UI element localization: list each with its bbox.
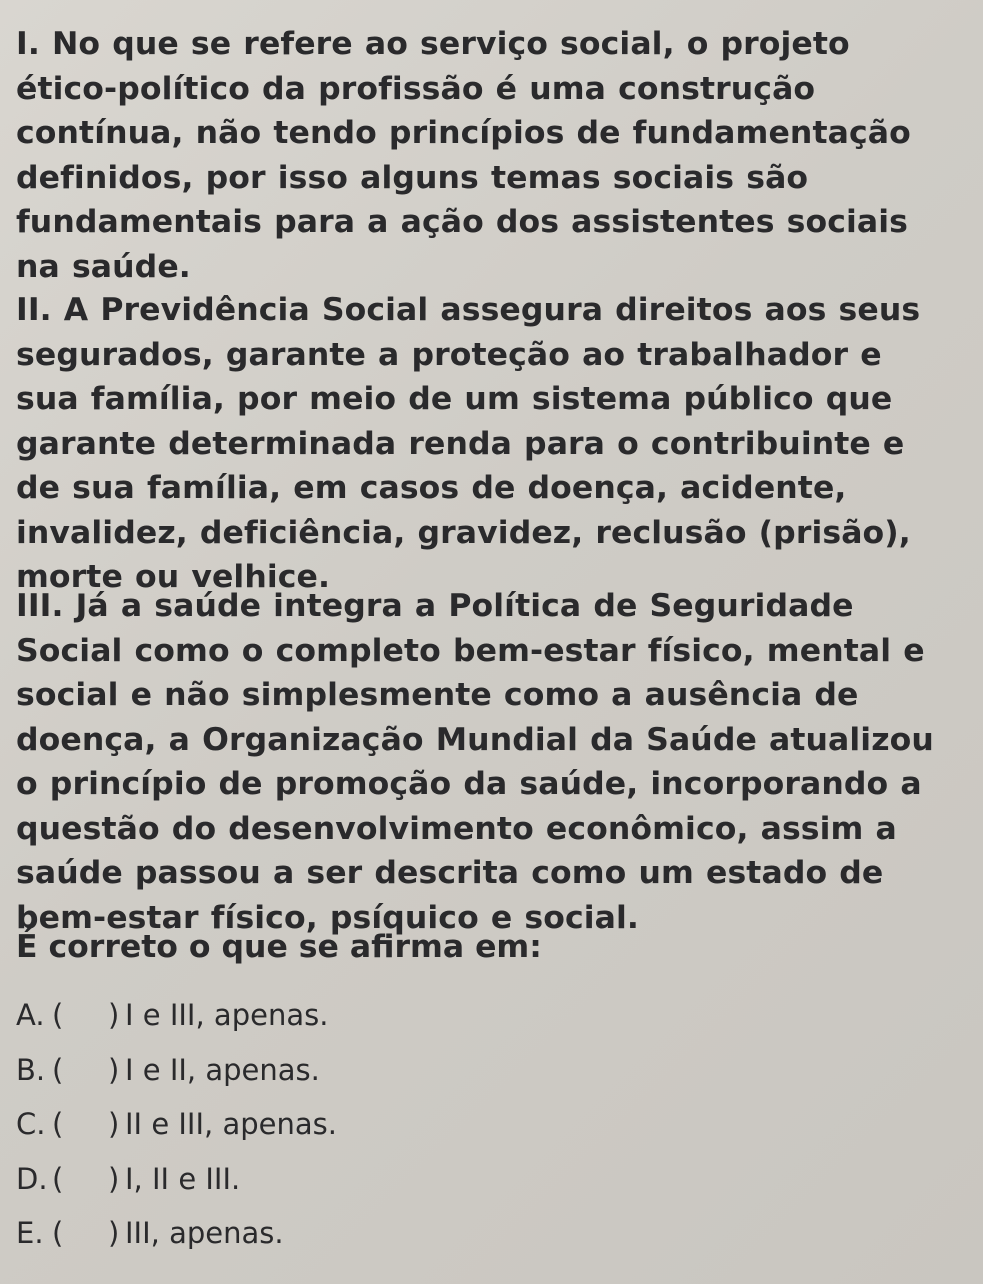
option-checkbox-open: ( — [52, 1107, 64, 1142]
option-text: I, II e III. — [125, 1161, 241, 1196]
option-text: III, apenas. — [125, 1216, 284, 1251]
option-checkbox-close: ) — [108, 1107, 120, 1142]
option-letter: A. — [16, 998, 45, 1033]
question-prompt: É correto o que se afirma em: — [16, 929, 542, 965]
option-checkbox-open: ( — [52, 1161, 64, 1196]
option-a[interactable] — [16, 988, 337, 1043]
option-b[interactable] — [16, 1043, 337, 1098]
option-d[interactable] — [16, 1152, 337, 1207]
option-e[interactable] — [16, 1206, 337, 1261]
option-letter: C. — [16, 1107, 46, 1142]
option-checkbox-open: ( — [52, 1052, 64, 1087]
option-checkbox-open: ( — [52, 1216, 64, 1251]
option-checkbox-open: ( — [52, 998, 64, 1033]
option-checkbox-close: ) — [108, 1216, 120, 1251]
option-text: II e III, apenas. — [125, 1107, 337, 1142]
statement-3: III. Já a saúde integra a Política de Seguridade Social como o completo bem-estar físico, mental e social e não simplesmente como a ausência de doença, a Organização Mundial da Saúde atualizou o princípio de promoção da saúde, incorporando a questão do desenvolvimento econômico, assim a saúde passou a ser descrita como um estado de bem-estar físico, psíquico e social. — [16, 588, 934, 936]
option-checkbox-close: ) — [108, 998, 120, 1033]
answer-options — [16, 988, 337, 1261]
statement-2: II. A Previdência Social assegura direitos aos seus segurados, garante a proteção ao trabalhador e sua família, por meio de um sistema público que garante determinada renda para o contribuinte e de sua família, em casos de doença, acidente, invalidez, deficiência, gravidez, reclusão (prisão), morte ou velhice. — [16, 292, 921, 595]
option-text: I e III, apenas. — [125, 998, 329, 1033]
statement-1: I. No que se refere ao serviço social, o projeto ético-político da profissão é uma construção contínua, não tendo princípios de fundamentação definidos, por isso alguns temas sociais são fundamentais para a ação dos assistentes sociais na saúde. — [16, 26, 911, 285]
option-c[interactable] — [16, 1097, 337, 1152]
option-letter: E. — [16, 1216, 44, 1251]
option-letter: D. — [16, 1161, 48, 1196]
option-checkbox-close: ) — [108, 1161, 120, 1196]
option-text: I e II, apenas. — [125, 1052, 320, 1087]
option-letter: B. — [16, 1052, 46, 1087]
option-checkbox-close: ) — [108, 1052, 120, 1087]
